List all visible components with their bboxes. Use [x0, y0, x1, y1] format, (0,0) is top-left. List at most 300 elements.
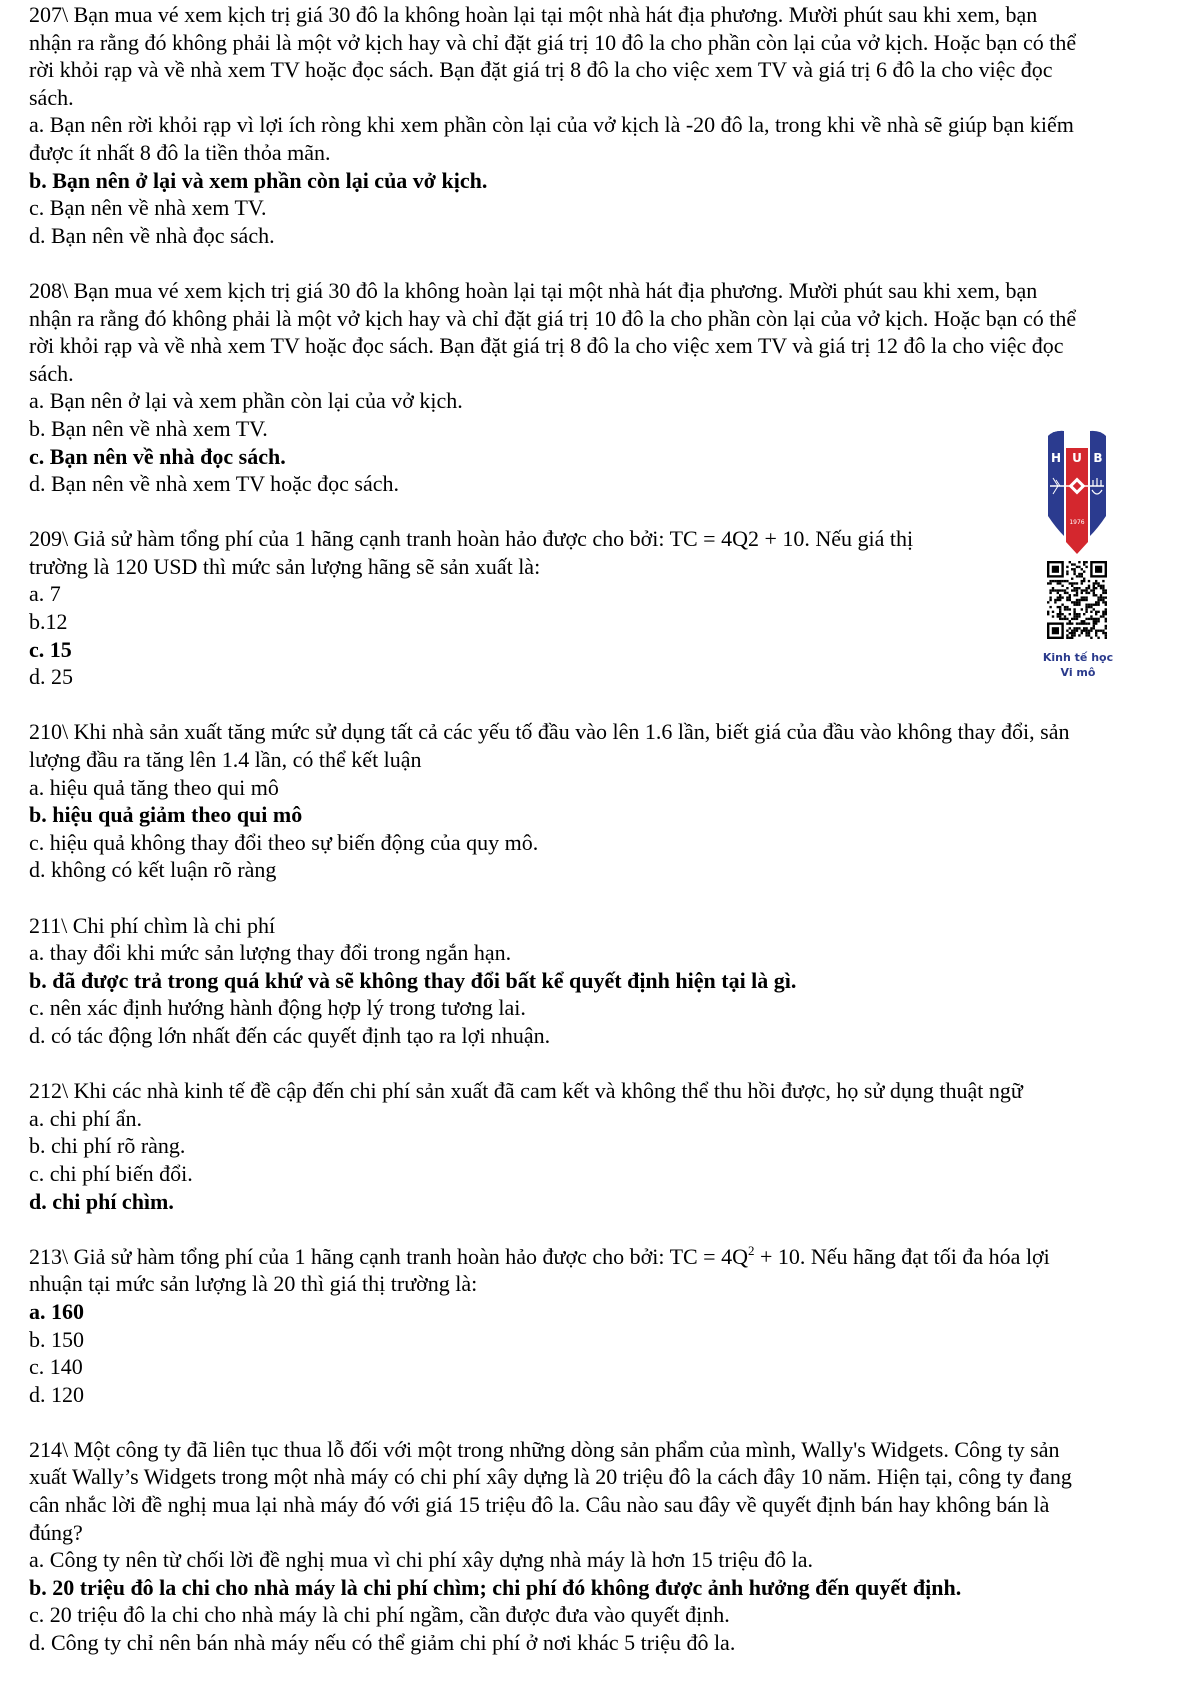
- qr-module: [1097, 611, 1099, 613]
- qr-module: [1073, 618, 1075, 620]
- qr-module: [1073, 573, 1075, 575]
- qr-module: [1090, 627, 1092, 629]
- qr-module: [1061, 589, 1063, 591]
- qr-module: [1066, 606, 1068, 608]
- qr-module: [1105, 620, 1107, 622]
- answer-option: c. nên xác định hướng hành động hợp lý trong tương lai.: [29, 995, 526, 1021]
- qr-module: [1083, 570, 1085, 572]
- qr-module: [1054, 599, 1056, 601]
- qr-module: [1073, 589, 1075, 591]
- qr-module: [1078, 634, 1080, 636]
- qr-module: [1057, 580, 1059, 582]
- qr-module: [1078, 566, 1080, 568]
- qr-module: [1078, 561, 1080, 563]
- qr-module: [1078, 599, 1080, 601]
- question-stem-line: 210\ Khi nhà sản xuất tăng mức sử dụng tất cả các yếu tố đầu vào lên 1.6 lần, biết giá của đầu vào không thay đổi, sản: [29, 719, 1070, 745]
- qr-module: [1071, 582, 1073, 584]
- qr-module: [1093, 608, 1095, 610]
- answer-option: d. có tác động lớn nhất đến các quyết định tạo ra lợi nhuận.: [29, 1022, 551, 1048]
- qr-module: [1073, 634, 1075, 636]
- answer-option: a. Bạn nên rời khỏi rạp vì lợi ích ròng khi xem phần còn lại của vở kịch là -20 đô la, trong khi về nhà sẽ giúp bạn kiếm: [29, 112, 1074, 138]
- qr-module: [1105, 601, 1107, 603]
- qr-module: [1093, 618, 1095, 620]
- question-stem-line: lượng đầu ra tăng lên 1.4 lần, có thể kết luận: [29, 747, 422, 773]
- qr-module: [1059, 613, 1061, 615]
- document-page: [29, 1, 1179, 1657]
- qr-module: [1071, 578, 1073, 580]
- answer-option: c. hiệu quả không thay đổi theo sự biến động của quy mô.: [29, 829, 539, 855]
- qr-module: [1095, 580, 1097, 582]
- qr-module: [1069, 627, 1071, 629]
- answer-option: a. chi phí ẩn.: [29, 1105, 143, 1131]
- qr-module: [1095, 613, 1097, 615]
- qr-module: [1061, 580, 1063, 582]
- qr-module: [1088, 632, 1090, 634]
- qr-module: [1081, 592, 1083, 594]
- logo-caption-line1: Kinh tế học: [1042, 651, 1114, 664]
- answer-option: d. Công ty chỉ nên bán nhà máy nếu có thể giảm chi phí ở nơi khác 5 triệu đô la.: [29, 1630, 736, 1656]
- qr-module: [1088, 634, 1090, 636]
- qr-module: [1059, 589, 1061, 591]
- qr-module: [1097, 585, 1099, 587]
- qr-module: [1097, 601, 1099, 603]
- qr-module: [1097, 618, 1099, 620]
- qr-module: [1064, 606, 1066, 608]
- qr-module: [1076, 589, 1078, 591]
- qr-code[interactable]: [1047, 561, 1107, 639]
- qr-module: [1057, 592, 1059, 594]
- question-stem-line: nhận ra rằng đó không phải là một vở kịch hay và chỉ đặt giá trị 10 đô la cho phần còn lại của vở kịch. Hoặc bạn có thể: [29, 29, 1077, 55]
- qr-module: [1105, 632, 1107, 634]
- qr-module: [1081, 573, 1083, 575]
- qr-module: [1095, 566, 1102, 573]
- qr-module: [1071, 618, 1073, 620]
- qr-module: [1073, 613, 1075, 615]
- qr-module: [1069, 608, 1071, 610]
- qr-module: [1069, 632, 1071, 634]
- qr-module: [1097, 582, 1099, 584]
- qr-module: [1078, 613, 1080, 615]
- qr-module: [1078, 573, 1080, 575]
- qr-module: [1105, 625, 1107, 627]
- qr-module: [1083, 627, 1085, 629]
- qr-module: [1047, 601, 1049, 603]
- question-stem-line: 213\ Giả sử hàm tổng phí của 1 hãng cạnh tranh hoàn hảo được cho bởi: TC = $4Q^2 + 10$. Nếu hãng đạt tối đa hóa lợi: [29, 1242, 1050, 1269]
- qr-module: [1083, 563, 1085, 565]
- qr-module: [1071, 630, 1073, 632]
- qr-module: [1059, 599, 1061, 601]
- qr-module: [1052, 627, 1059, 634]
- qr-module: [1069, 594, 1071, 596]
- qr-module: [1066, 622, 1068, 624]
- qr-module: [1097, 596, 1099, 598]
- qr-module: [1083, 613, 1085, 615]
- qr-module: [1059, 615, 1061, 617]
- qr-module: [1066, 580, 1068, 582]
- question-stem-line: nhuận tại mức sản lượng là 20 thì giá thị trường là:: [29, 1271, 478, 1297]
- qr-module: [1064, 608, 1066, 610]
- qr-module: [1073, 594, 1075, 596]
- question-stem-line: xuất Wally’s Widgets trong một nhà máy có chi phí xây dựng là 20 triệu đô la cách đây 10 năm. Hiện tại, công ty đang: [29, 1464, 1072, 1490]
- qr-module: [1052, 615, 1054, 617]
- qr-module: [1057, 596, 1059, 598]
- qr-module: [1052, 589, 1054, 591]
- qr-module: [1100, 596, 1102, 598]
- qr-module: [1085, 632, 1087, 634]
- qr-module: [1081, 630, 1083, 632]
- qr-module: [1066, 570, 1068, 572]
- qr-module: [1085, 599, 1087, 601]
- qr-module: [1102, 630, 1104, 632]
- qr-module: [1059, 606, 1061, 608]
- qr-module: [1076, 604, 1078, 606]
- qr-module: [1083, 599, 1085, 601]
- answer-option: được ít nhất 8 đô la tiền thỏa mãn.: [29, 139, 331, 165]
- qr-module: [1073, 604, 1075, 606]
- qr-module: [1059, 594, 1061, 596]
- qr-module: [1073, 601, 1075, 603]
- qr-module: [1076, 599, 1078, 601]
- answer-option: d. 120: [29, 1381, 84, 1407]
- qr-module: [1081, 575, 1083, 577]
- qr-module: [1076, 615, 1078, 617]
- spacer: [29, 249, 1179, 277]
- qr-module: [1083, 596, 1085, 598]
- qr-module: [1073, 570, 1075, 572]
- qr-module: [1069, 582, 1071, 584]
- qr-module: [1102, 599, 1104, 601]
- qr-module: [1076, 613, 1078, 615]
- qr-module: [1061, 604, 1063, 606]
- qr-module: [1088, 622, 1090, 624]
- qr-module: [1090, 611, 1092, 613]
- qr-module: [1049, 592, 1051, 594]
- qr-module: [1057, 582, 1059, 584]
- qr-module: [1076, 587, 1078, 589]
- answer-option: b. 150: [29, 1326, 84, 1352]
- qr-module: [1100, 615, 1102, 617]
- qr-module: [1066, 637, 1068, 639]
- qr-module: [1076, 622, 1078, 624]
- qr-module: [1105, 604, 1107, 606]
- qr-module: [1073, 582, 1075, 584]
- qr-module: [1081, 632, 1083, 634]
- qr-module: [1081, 620, 1083, 622]
- spacer: [29, 1215, 1179, 1243]
- qr-module: [1102, 611, 1104, 613]
- qr-module: [1088, 606, 1090, 608]
- qr-module: [1076, 566, 1078, 568]
- qr-module: [1073, 563, 1075, 565]
- qr-module: [1073, 608, 1075, 610]
- qr-module: [1066, 587, 1068, 589]
- qr-module: [1071, 563, 1073, 565]
- qr-module: [1095, 634, 1097, 636]
- question-208: [29, 277, 1179, 498]
- question-stem-line: 212\ Khi các nhà kinh tế đề cập đến chi phí sản xuất đã cam kết và không thể thu hồi được, họ sử dụng thuật ngữ: [29, 1078, 1023, 1104]
- qr-module: [1093, 625, 1095, 627]
- qr-module: [1047, 611, 1049, 613]
- qr-module: [1097, 604, 1099, 606]
- qr-module: [1095, 587, 1097, 589]
- svg-text:H: H: [1050, 451, 1062, 465]
- question-stem-line: sách.: [29, 84, 74, 110]
- qr-module: [1066, 566, 1068, 568]
- spacer: [29, 1408, 1179, 1436]
- qr-module: [1057, 613, 1059, 615]
- qr-module: [1105, 608, 1107, 610]
- answer-option: c. 140: [29, 1354, 83, 1380]
- qr-module: [1066, 630, 1068, 632]
- answer-option: b.12: [29, 609, 68, 635]
- logo-caption: [1028, 650, 1128, 680]
- qr-module: [1081, 568, 1083, 570]
- qr-module: [1059, 582, 1061, 584]
- qr-module: [1093, 594, 1095, 596]
- qr-module: [1102, 587, 1104, 589]
- qr-module: [1059, 618, 1061, 620]
- qr-module: [1095, 632, 1097, 634]
- qr-module: [1102, 589, 1104, 591]
- qr-module: [1076, 582, 1078, 584]
- question-stem-line: sách.: [29, 360, 74, 386]
- qr-module: [1090, 589, 1092, 591]
- qr-module: [1069, 561, 1071, 563]
- answer-option-correct: c. 15: [29, 636, 72, 662]
- qr-module: [1052, 580, 1054, 582]
- qr-module: [1078, 587, 1080, 589]
- answer-option: a. thay đổi khi mức sản lượng thay đổi trong ngắn hạn.: [29, 940, 512, 966]
- qr-module: [1090, 606, 1092, 608]
- qr-module: [1083, 580, 1085, 582]
- qr-module: [1090, 630, 1092, 632]
- qr-module: [1081, 599, 1083, 601]
- qr-module: [1090, 604, 1092, 606]
- qr-module: [1073, 632, 1075, 634]
- qr-module: [1076, 630, 1078, 632]
- qr-module: [1078, 622, 1080, 624]
- qr-module: [1047, 582, 1049, 584]
- qr-module: [1073, 587, 1075, 589]
- answer-option: d. Bạn nên về nhà xem TV hoặc đọc sách.: [29, 471, 400, 497]
- answer-option-correct: a. 160: [29, 1298, 84, 1324]
- spacer: [29, 1050, 1179, 1078]
- question-stem-line: 211\ Chi phí chìm là chi phí: [29, 912, 276, 938]
- qr-module: [1083, 630, 1085, 632]
- qr-module: [1105, 611, 1107, 613]
- answer-option: a. Bạn nên ở lại và xem phần còn lại của vở kịch.: [29, 388, 463, 414]
- qr-module: [1102, 592, 1104, 594]
- qr-module: [1102, 580, 1104, 582]
- answer-option: a. 7: [29, 581, 61, 607]
- question-stem-line: 209\ Giả sử hàm tổng phí của 1 hãng cạnh tranh hoàn hảo được cho bởi: TC = 4Q2 + 10. Nếu giá thị: [29, 526, 914, 552]
- qr-module: [1102, 613, 1104, 615]
- qr-module: [1088, 592, 1090, 594]
- qr-module: [1066, 592, 1068, 594]
- qr-module: [1083, 622, 1085, 624]
- question-212: [29, 1077, 1179, 1215]
- qr-module: [1085, 566, 1087, 568]
- qr-module: [1085, 630, 1087, 632]
- qr-module: [1085, 592, 1087, 594]
- qr-module: [1088, 585, 1090, 587]
- qr-module: [1093, 589, 1095, 591]
- qr-module: [1081, 622, 1083, 624]
- question-207: [29, 1, 1179, 249]
- question-213: [29, 1243, 1179, 1409]
- qr-module: [1105, 613, 1107, 615]
- answer-option: d. 25: [29, 664, 73, 690]
- question-stem-line: cân nhắc lời đề nghị mua lại nhà máy đó với giá 15 triệu đô la. Câu nào sau đây về quyết định bán hay không bán là: [29, 1492, 1050, 1518]
- qr-module: [1090, 618, 1092, 620]
- qr-module: [1047, 613, 1049, 615]
- qr-module: [1102, 601, 1104, 603]
- qr-module: [1102, 632, 1104, 634]
- qr-module: [1095, 620, 1097, 622]
- qr-module: [1100, 587, 1102, 589]
- qr-module: [1049, 582, 1051, 584]
- spacer: [29, 691, 1179, 719]
- question-214: [29, 1436, 1179, 1657]
- qr-module: [1076, 575, 1078, 577]
- qr-module: [1100, 585, 1102, 587]
- qr-module: [1071, 622, 1073, 624]
- qr-module: [1095, 618, 1097, 620]
- qr-module: [1088, 580, 1090, 582]
- svg-text:1976: 1976: [1069, 519, 1085, 526]
- qr-module: [1076, 594, 1078, 596]
- qr-module: [1085, 608, 1087, 610]
- qr-module: [1105, 589, 1107, 591]
- answer-option: c. chi phí biến đổi.: [29, 1160, 193, 1186]
- qr-module: [1061, 596, 1063, 598]
- question-stem-line: 208\ Bạn mua vé xem kịch trị giá 30 đô la không hoàn lại tại một nhà hát địa phương. Mười phút sau khi xem, bạn: [29, 277, 1038, 303]
- qr-module: [1069, 620, 1071, 622]
- qr-module: [1090, 637, 1092, 639]
- qr-module: [1052, 611, 1054, 613]
- question-stem-line: 214\ Một công ty đã liên tục thua lỗ đối với một trong những dòng sản phẩm của mình, Wally's Widgets. Công ty sản: [29, 1436, 1060, 1462]
- qr-module: [1073, 627, 1075, 629]
- qr-module: [1095, 594, 1097, 596]
- qr-module: [1071, 601, 1073, 603]
- qr-module: [1066, 599, 1068, 601]
- qr-module: [1105, 592, 1107, 594]
- qr-module: [1078, 575, 1080, 577]
- qr-module: [1057, 606, 1059, 608]
- qr-module: [1076, 627, 1078, 629]
- qr-module: [1071, 568, 1073, 570]
- qr-module: [1095, 611, 1097, 613]
- qr-module: [1069, 596, 1071, 598]
- qr-module: [1071, 637, 1073, 639]
- qr-module: [1093, 622, 1095, 624]
- qr-module: [1085, 606, 1087, 608]
- qr-module: [1076, 618, 1078, 620]
- qr-module: [1064, 615, 1066, 617]
- qr-module: [1090, 615, 1092, 617]
- qr-module: [1066, 634, 1068, 636]
- qr-module: [1095, 622, 1097, 624]
- logo-caption-line2: Vi mô: [1060, 666, 1096, 679]
- qr-module: [1102, 585, 1104, 587]
- qr-module: [1064, 618, 1066, 620]
- qr-module: [1061, 585, 1063, 587]
- qr-module: [1081, 589, 1083, 591]
- qr-module: [1083, 578, 1085, 580]
- qr-module: [1105, 596, 1107, 598]
- qr-module: [1093, 627, 1095, 629]
- superscript: 2: [747, 1242, 755, 1258]
- qr-module: [1078, 601, 1080, 603]
- answer-option-correct: d. chi phí chìm.: [29, 1188, 174, 1214]
- qr-module: [1071, 589, 1073, 591]
- qr-module: [1088, 630, 1090, 632]
- qr-module: [1081, 580, 1083, 582]
- qr-module: [1081, 596, 1083, 598]
- answer-option: b. chi phí rõ ràng.: [29, 1133, 186, 1159]
- qr-module: [1083, 589, 1085, 591]
- qr-module: [1095, 604, 1097, 606]
- qr-module: [1095, 630, 1097, 632]
- answer-option: c. Bạn nên về nhà xem TV.: [29, 195, 267, 221]
- qr-module: [1049, 589, 1051, 591]
- svg-text:B: B: [1093, 451, 1103, 465]
- qr-module: [1066, 573, 1068, 575]
- qr-module: [1057, 599, 1059, 601]
- qr-module: [1078, 604, 1080, 606]
- qr-module: [1105, 618, 1107, 620]
- qr-module: [1057, 615, 1059, 617]
- qr-module: [1100, 594, 1102, 596]
- answer-option: d. Bạn nên về nhà đọc sách.: [29, 222, 275, 248]
- qr-module: [1061, 618, 1063, 620]
- answer-option-correct: b. hiệu quả giảm theo qui mô: [29, 802, 303, 828]
- qr-module: [1095, 601, 1097, 603]
- qr-module: [1073, 568, 1075, 570]
- qr-module: [1085, 627, 1087, 629]
- qr-module: [1093, 592, 1095, 594]
- qr-module: [1064, 592, 1066, 594]
- qr-module: [1097, 620, 1099, 622]
- answer-option-correct: b. Bạn nên ở lại và xem phần còn lại của vở kịch.: [29, 167, 488, 193]
- qr-module: [1095, 582, 1097, 584]
- qr-module: [1102, 596, 1104, 598]
- question-stem-line: rời khỏi rạp và về nhà xem TV hoặc đọc sách. Bạn đặt giá trị 8 đô la cho việc xem TV và giá trị 6 đô la cho việc đọc: [29, 57, 1053, 83]
- qr-module: [1085, 634, 1087, 636]
- qr-module: [1085, 622, 1087, 624]
- spacer: [29, 884, 1179, 912]
- qr-module: [1049, 606, 1051, 608]
- qr-module: [1071, 632, 1073, 634]
- qr-module: [1105, 637, 1107, 639]
- qr-module: [1083, 620, 1085, 622]
- qr-module: [1102, 615, 1104, 617]
- qr-module: [1059, 611, 1061, 613]
- qr-module: [1071, 585, 1073, 587]
- question-stem-line: đúng?: [29, 1519, 83, 1545]
- qr-module: [1088, 587, 1090, 589]
- qr-module: [1085, 589, 1087, 591]
- qr-module: [1052, 566, 1059, 573]
- question-211: [29, 912, 1179, 1050]
- qr-module: [1093, 620, 1095, 622]
- qr-module: [1105, 634, 1107, 636]
- spacer: [29, 498, 1179, 526]
- qr-module: [1073, 630, 1075, 632]
- qr-module: [1097, 637, 1099, 639]
- qr-module: [1097, 599, 1099, 601]
- qr-module: [1073, 615, 1075, 617]
